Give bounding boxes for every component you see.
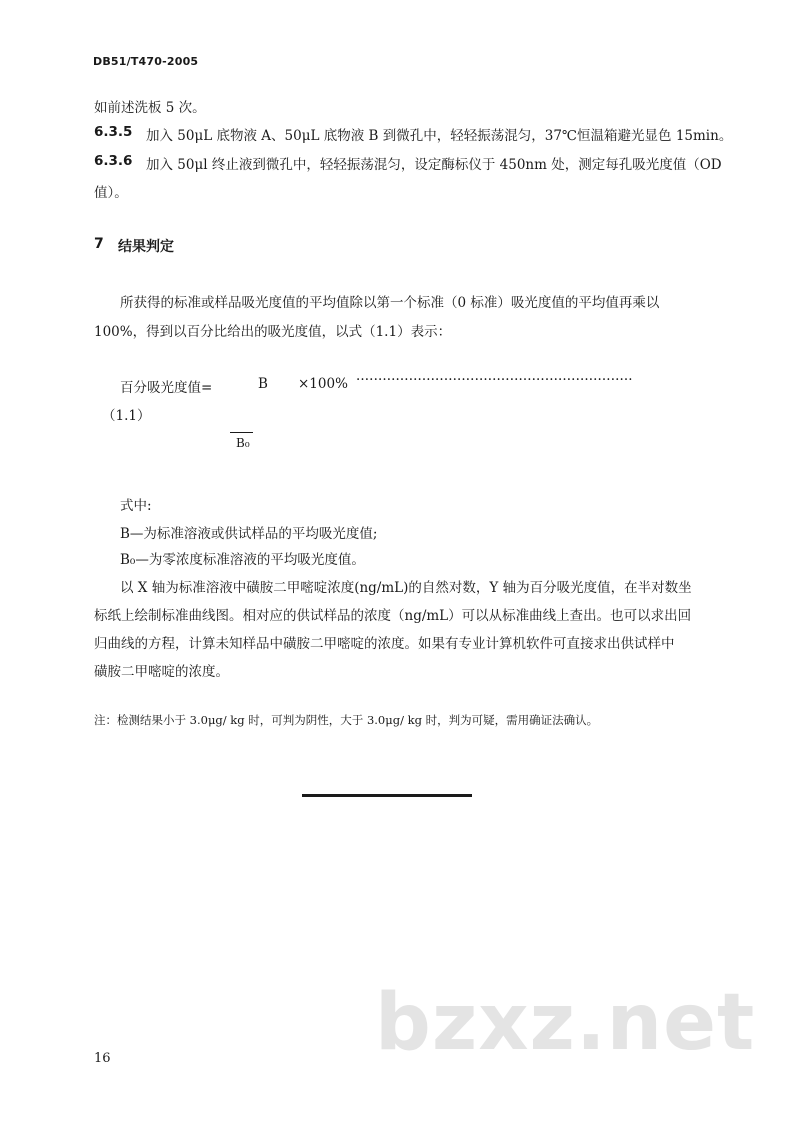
formula-denominator: B₀ xyxy=(236,436,250,450)
paragraph-2-line2: 标纸上绘制标准曲线图。相对应的供试样品的浓度（ng/mL）可以从标准曲线上查出。也可以求出回 xyxy=(94,608,692,624)
paragraph-2-line1: 以 X 轴为标准溶液中磺胺二甲嘧啶浓度(ng/mL)的自然对数，Y 轴为百分吸光度值，在半对数坐 xyxy=(120,580,692,596)
watermark: bzxz.net xyxy=(375,978,756,1068)
paragraph-2-line4: 磺胺二甲嘧啶的浓度。 xyxy=(94,664,229,680)
end-rule xyxy=(302,794,472,797)
section-7-number: 7 xyxy=(94,236,104,252)
where-item-b0: B₀—为零浓度标准溶液的平均吸光度值。 xyxy=(120,552,365,568)
section-6-3-6-line1: 加入 50μl 终止液到微孔中，轻轻振荡混匀，设定酶标仪于 450nm 处，测定每孔吸光度值（OD xyxy=(146,157,722,173)
formula-multiplier: ×100% xyxy=(298,376,348,392)
formula-leader-dots: ······························································· xyxy=(356,372,633,388)
where-item-b: B—为标准溶液或供试样品的平均吸光度值; xyxy=(120,526,378,542)
formula-numerator: B xyxy=(258,376,268,392)
paragraph-2-line3: 归曲线的方程，计算未知样品中磺胺二甲嘧啶的浓度。如果有专业计算机软件可直接求出供试样中 xyxy=(94,636,675,652)
section-6-3-6-line2: 值）。 xyxy=(94,185,128,201)
formula-lhs: 百分吸光度值= xyxy=(120,380,213,396)
paragraph-1-line2: 100%，得到以百分比给出的吸光度值，以式（1.1）表示： xyxy=(94,324,452,340)
formula-number: （1.1） xyxy=(102,408,151,424)
note: 注：检测结果小于 3.0μg/ kg 时，可判为阴性，大于 3.0μg/ kg 时，判为可疑，需用确证法确认。 xyxy=(94,713,599,727)
section-6-3-6-number: 6.3.6 xyxy=(94,153,133,169)
section-7-title: 结果判定 xyxy=(118,239,174,255)
page-number: 16 xyxy=(94,1051,111,1066)
paragraph-1-line1: 所获得的标准或样品吸光度值的平均值除以第一个标准（0 标准）吸光度值的平均值再乘以 xyxy=(120,295,660,311)
fraction-bar xyxy=(230,432,253,433)
standard-number-header: DB51/T470-2005 xyxy=(93,55,199,68)
section-6-3-5-text: 加入 50μL 底物液 A、50μL 底物液 B 到微孔中，轻轻振荡混匀，37℃恒温箱避光显色 15min。 xyxy=(146,128,733,144)
section-6-3-5-number: 6.3.5 xyxy=(94,124,133,140)
where-label: 式中: xyxy=(120,498,152,514)
section-6-3-4-tail: 如前述洗板 5 次。 xyxy=(94,100,206,116)
